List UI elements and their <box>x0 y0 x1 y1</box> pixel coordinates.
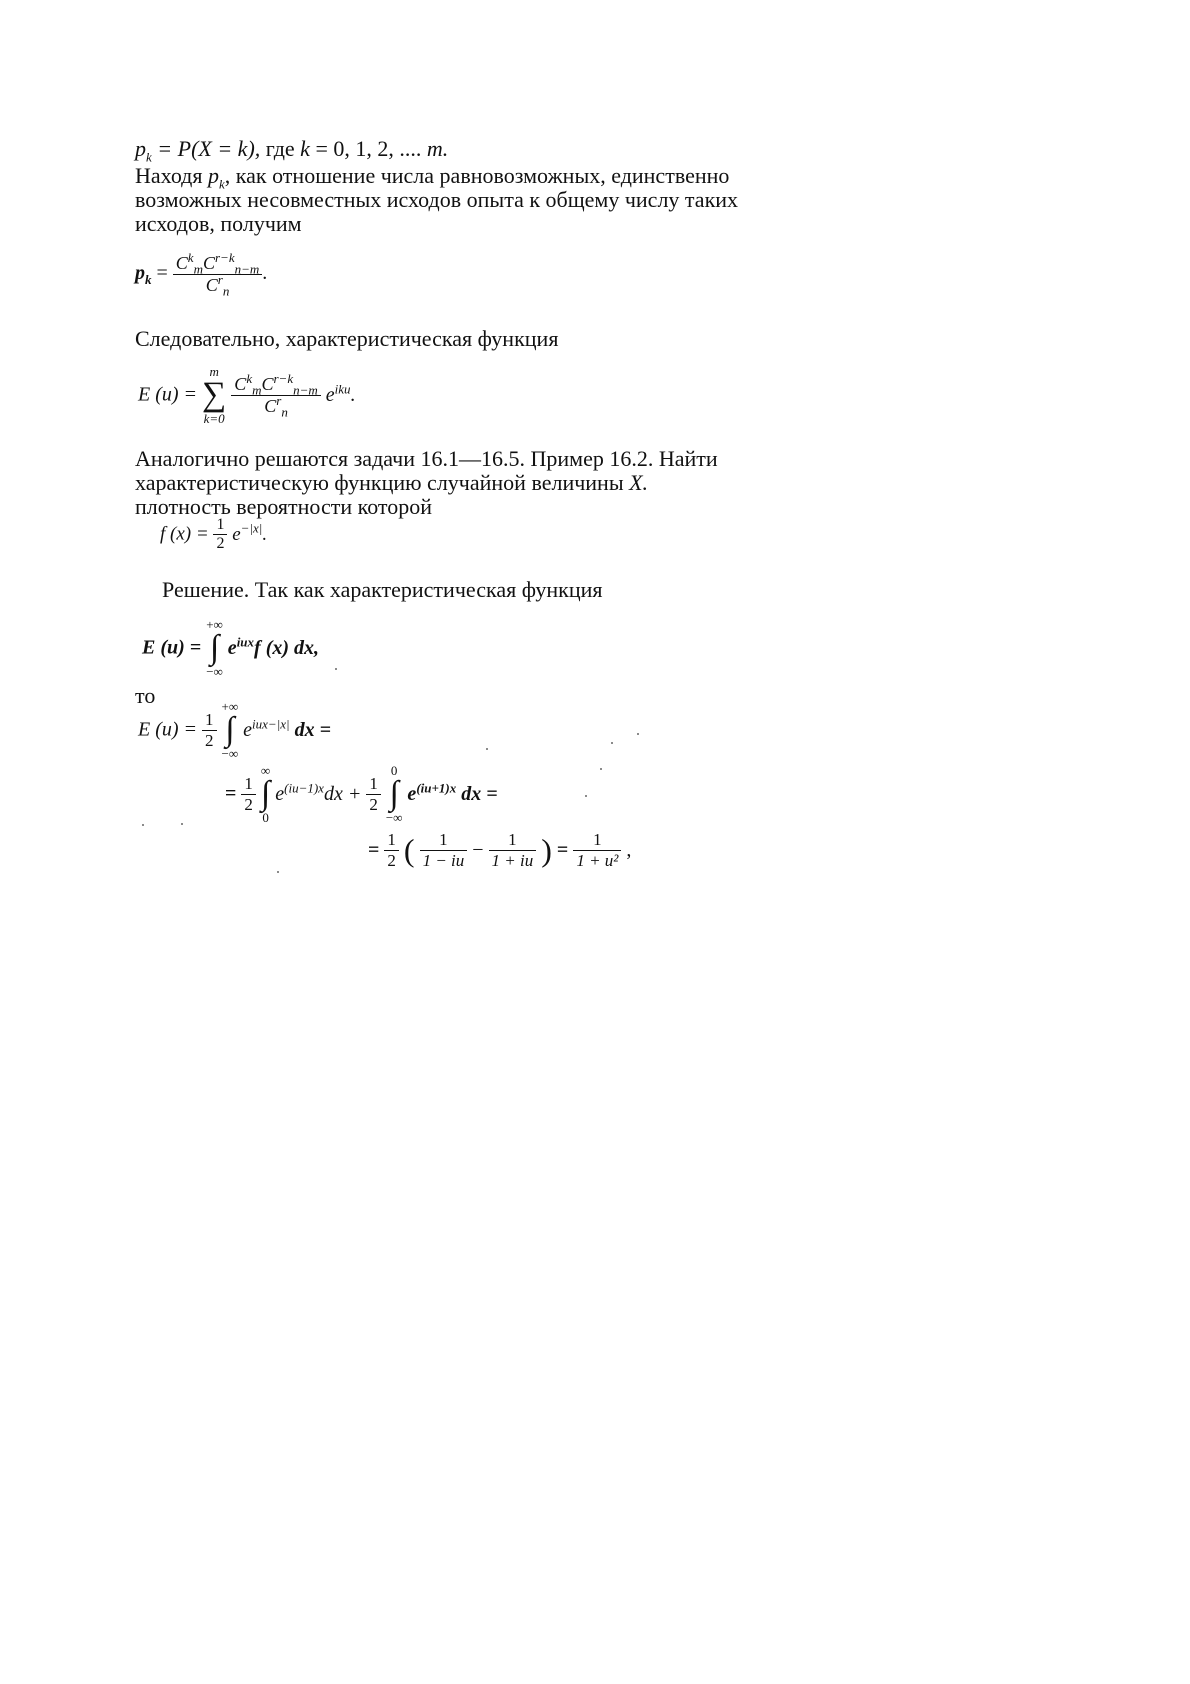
text-line-6: Аналогично решаются задачи 16.1—16.5. Пример 16.2. Найти <box>135 446 718 471</box>
scan-speck <box>277 871 279 873</box>
text-line-5: Следовательно, характеристическая функция <box>135 326 559 351</box>
m-symbol: m. <box>426 136 449 161</box>
scan-speck <box>600 768 602 770</box>
formula-char-function-integral: E (u) = +∞ ∫ −∞ $e^{iux}f$ (x) dx, <box>142 617 320 679</box>
text-line-pk-definition <box>135 136 449 165</box>
integral-operator: +∞ ∫ −∞ <box>221 699 239 761</box>
text-line-7: характеристическую функцию случайной величины X. <box>135 470 649 495</box>
text-line-2: Находя $p_k$, как отношение числа равновозможных, единственно <box>135 163 730 192</box>
text-line-10: то <box>135 683 156 708</box>
where-word: где <box>260 136 301 161</box>
pk-lhs: $p_k$ <box>135 262 152 288</box>
sum-operator: m ∑ k=0 <box>202 364 227 426</box>
formula-derivation-3: = $\frac{1}{2}$ ( $\frac{1}{1 - iu}$ − $\frac{1}{1 + iu}$ ) = $\frac{1}{\text{1 + u²}}$ , <box>368 830 632 870</box>
formula-density: f (x) = $\frac{1}{2}$ $e^{-|x|}$. <box>160 516 268 552</box>
text-line-3: возможных несовместных исходов опыта к общему числу таких <box>135 187 739 212</box>
scan-speck <box>611 742 613 744</box>
k-symbol: k <box>300 136 310 161</box>
integral-operator: ∞ ∫ 0 <box>260 763 271 825</box>
text-line-4: исходов, получим <box>135 211 302 236</box>
k-values: = 0, 1, 2, .... <box>309 136 427 161</box>
scan-speck <box>637 733 639 735</box>
pk-fraction: $\frac{C^k_mC^{r-k}_{n-m}}{C^r_n}$ <box>173 253 262 296</box>
sum-fraction: $\frac{C^k_mC^{r-k}_{n-m}}{C^r_n}$ <box>231 374 320 417</box>
scan-speck <box>486 748 488 750</box>
scan-speck <box>335 668 337 670</box>
text-line-8: плотность вероятности которой <box>135 494 432 519</box>
scan-speck <box>585 795 587 797</box>
pk-symbol: $p_k$ <box>135 136 152 165</box>
text-line-9: Решение. Так как характеристическая функция <box>162 577 603 602</box>
scan-speck <box>142 824 144 826</box>
formula-pk: $p_k$ = $\frac{C^k_mC^{r-k}_{n-m}}{C^r_n}$ . <box>135 250 268 299</box>
integral-operator: +∞ ∫ −∞ <box>206 617 223 679</box>
scan-speck <box>181 823 183 825</box>
formula-char-function-sum: E (u) = m ∑ k=0 $\frac{C^k_mC^{r-k}_{n-m}}{C^r_n}$ $e^{iku}$. <box>138 364 356 426</box>
pk-equation: = P(X = k), <box>151 136 261 161</box>
formula-derivation-2: = $\frac{1}{2}$ ∞ ∫ 0 $e^{(iu-1)x}dx$ + $\frac{1}{2}$ 0 ∫ −∞ $e^{(iu+1)x}$ dx = <box>225 763 498 825</box>
integral-operator: 0 ∫ −∞ <box>385 763 403 825</box>
formula-derivation-1: E (u) = $\frac{1}{2}$ +∞ ∫ −∞ $e^{iux-|x|}$ dx = <box>138 699 332 761</box>
